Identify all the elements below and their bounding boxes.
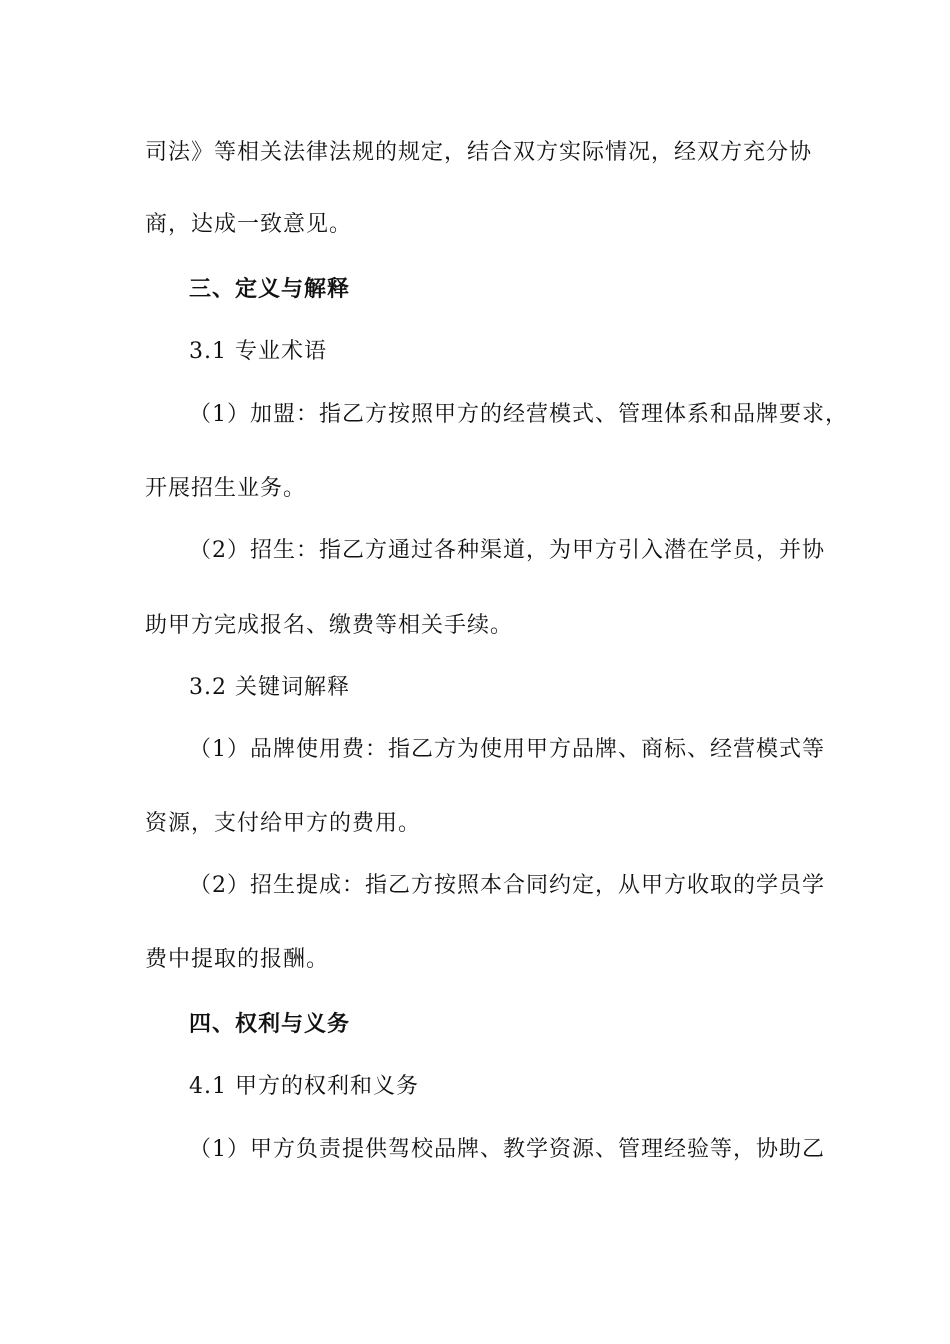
subsection-heading: 4.1 甲方的权利和义务: [189, 1074, 419, 1099]
paragraph-line: （1）加盟：指乙方按照甲方的经营模式、管理体系和品牌要求，: [189, 402, 848, 427]
paragraph-line: 开展招生业务。: [145, 476, 307, 501]
paragraph-line: 资源，支付给甲方的费用。: [145, 811, 422, 836]
paragraph-line: 助甲方完成报名、缴费等相关手续。: [145, 613, 514, 638]
paragraph-line: （2）招生提成：指乙方按照本合同约定，从甲方收取的学员学: [189, 873, 825, 898]
section-heading: 三、定义与解释: [189, 276, 351, 302]
paragraph-line: 费中提取的报酬。: [145, 947, 330, 972]
paragraph-line: （1）甲方负责提供驾校品牌、教学资源、管理经验等，协助乙: [189, 1137, 825, 1162]
paragraph-line: 司法》等相关法律法规的规定，结合双方实际情况，经双方充分协: [145, 140, 813, 165]
subsection-heading: 3.1 专业术语: [189, 339, 327, 364]
paragraph-line: （2）招生：指乙方通过各种渠道，为甲方引入潜在学员，并协: [189, 538, 825, 563]
subsection-heading: 3.2 关键词解释: [189, 675, 350, 700]
section-heading: 四、权利与义务: [189, 1011, 351, 1037]
paragraph-line: （1）品牌使用费：指乙方为使用甲方品牌、商标、经营模式等: [189, 737, 825, 762]
paragraph-line: 商，达成一致意见。: [145, 212, 353, 237]
